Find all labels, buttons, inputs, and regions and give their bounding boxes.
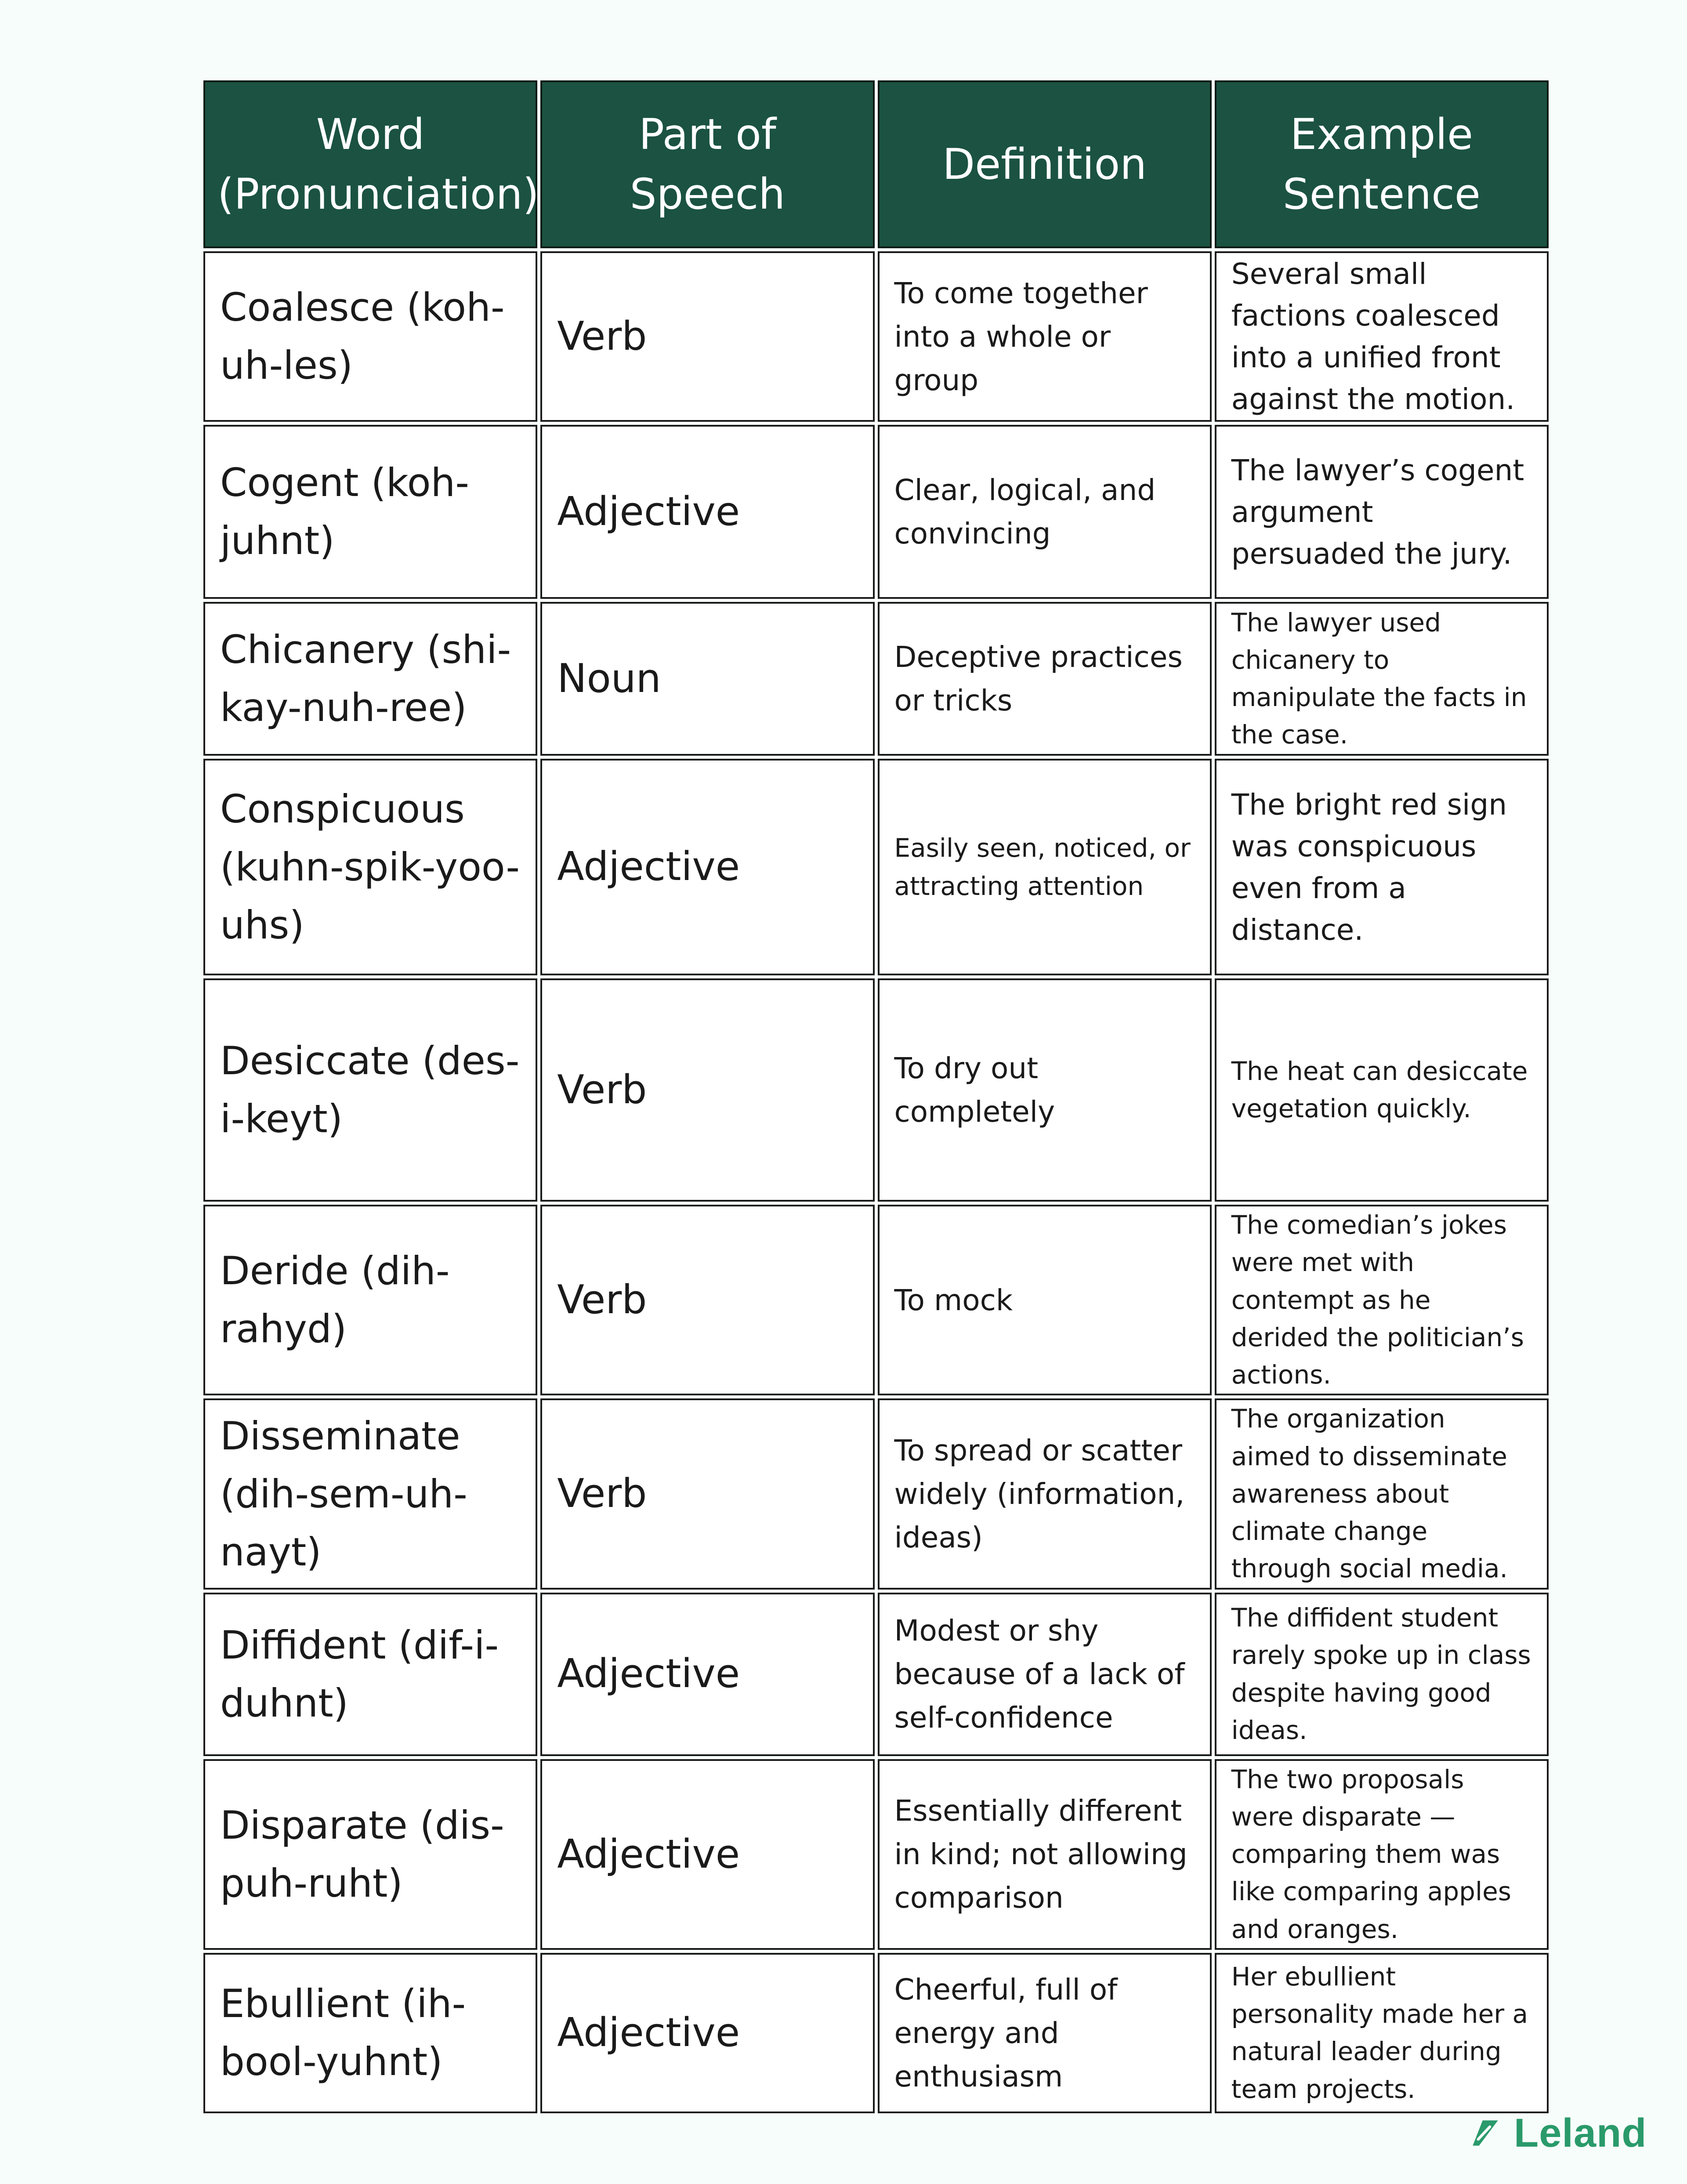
word-cell: Coalesce (koh-uh-les): [203, 251, 537, 422]
definition-cell: Easily seen, noticed, or attracting attention: [878, 759, 1212, 975]
part-of-speech-cell: Verb: [540, 978, 874, 1202]
part-of-speech-cell: Verb: [540, 1205, 874, 1395]
example-cell: Several small factions coalesced into a unified front against the motion.: [1215, 251, 1549, 422]
word-cell: Conspicuous (kuhn-spik-yoo-uhs): [203, 759, 537, 975]
definition-cell: To dry out completely: [878, 978, 1212, 1202]
table-row: [203, 978, 1549, 1202]
part-of-speech-cell: Adjective: [540, 1759, 874, 1950]
example-cell: The lawyer used chicanery to manipulate the facts in the case.: [1215, 602, 1549, 756]
table-row: [203, 1593, 1549, 1756]
word-cell: Chicanery (shi-kay-nuh-ree): [203, 602, 537, 756]
definition-cell: Clear, logical, and convincing: [878, 425, 1212, 599]
word-cell: Disparate (dis-puh-ruht): [203, 1759, 537, 1950]
part-of-speech-cell: Adjective: [540, 425, 874, 599]
table-row: [203, 251, 1549, 422]
header-definition: Definition: [878, 80, 1212, 248]
header-word: Word (Pronunciation): [203, 80, 537, 248]
part-of-speech-cell: Adjective: [540, 1953, 874, 2113]
definition-cell: To mock: [878, 1205, 1212, 1395]
table-row: [203, 759, 1549, 975]
definition-cell: Cheerful, full of energy and enthusiasm: [878, 1953, 1212, 2113]
definition-cell: To spread or scatter widely (information, ideas): [878, 1398, 1212, 1589]
header-part-of-speech: Part of Speech: [540, 80, 874, 248]
definition-cell: Essentially different in kind; not allowing comparison: [878, 1759, 1212, 1950]
leland-leaf-icon: [1467, 2115, 1503, 2151]
word-cell: Diffident (dif-i-duhnt): [203, 1593, 537, 1756]
part-of-speech-cell: Adjective: [540, 1593, 874, 1756]
table-row: [203, 602, 1549, 756]
part-of-speech-cell: Adjective: [540, 759, 874, 975]
word-cell: Disseminate (dih-sem-uh-nayt): [203, 1398, 537, 1589]
example-cell: The heat can desiccate vegetation quickly.: [1215, 978, 1549, 1202]
leland-logo: [1467, 2104, 1647, 2162]
table-row: [203, 1205, 1549, 1395]
table-row: [203, 1759, 1549, 1950]
example-cell: The two proposals were disparate — comparing them was like comparing apples and oranges.: [1215, 1759, 1549, 1950]
table-row: [203, 1953, 1549, 2113]
table-row: [203, 425, 1549, 599]
definition-cell: Modest or shy because of a lack of self-confidence: [878, 1593, 1212, 1756]
table-row: [203, 1398, 1549, 1589]
example-cell: The bright red sign was conspicuous even from a distance.: [1215, 759, 1549, 975]
example-cell: The organization aimed to disseminate awareness about climate change through social media.: [1215, 1398, 1549, 1589]
word-cell: Cogent (koh-juhnt): [203, 425, 537, 599]
word-cell: Desiccate (des-i-keyt): [203, 978, 537, 1202]
word-cell: Deride (dih-rahyd): [203, 1205, 537, 1395]
header-row: [203, 80, 1549, 248]
word-cell: Ebullient (ih-bool-yuhnt): [203, 1953, 537, 2113]
header-example-sentence: Example Sentence: [1215, 80, 1549, 248]
definition-cell: To come together into a whole or group: [878, 251, 1212, 422]
example-cell: The comedian’s jokes were met with contempt as he derided the politician’s actions.: [1215, 1205, 1549, 1395]
example-cell: The lawyer’s cogent argument persuaded the jury.: [1215, 425, 1549, 599]
part-of-speech-cell: Verb: [540, 1398, 874, 1589]
leland-logo-text: Leland: [1514, 2110, 1647, 2155]
definition-cell: Deceptive practices or tricks: [878, 602, 1212, 756]
part-of-speech-cell: Verb: [540, 251, 874, 422]
example-cell: The diffident student rarely spoke up in class despite having good ideas.: [1215, 1593, 1549, 1756]
part-of-speech-cell: Noun: [540, 602, 874, 756]
example-cell: Her ebullient personality made her a natural leader during team projects.: [1215, 1953, 1549, 2113]
vocabulary-table: [200, 77, 1552, 2116]
